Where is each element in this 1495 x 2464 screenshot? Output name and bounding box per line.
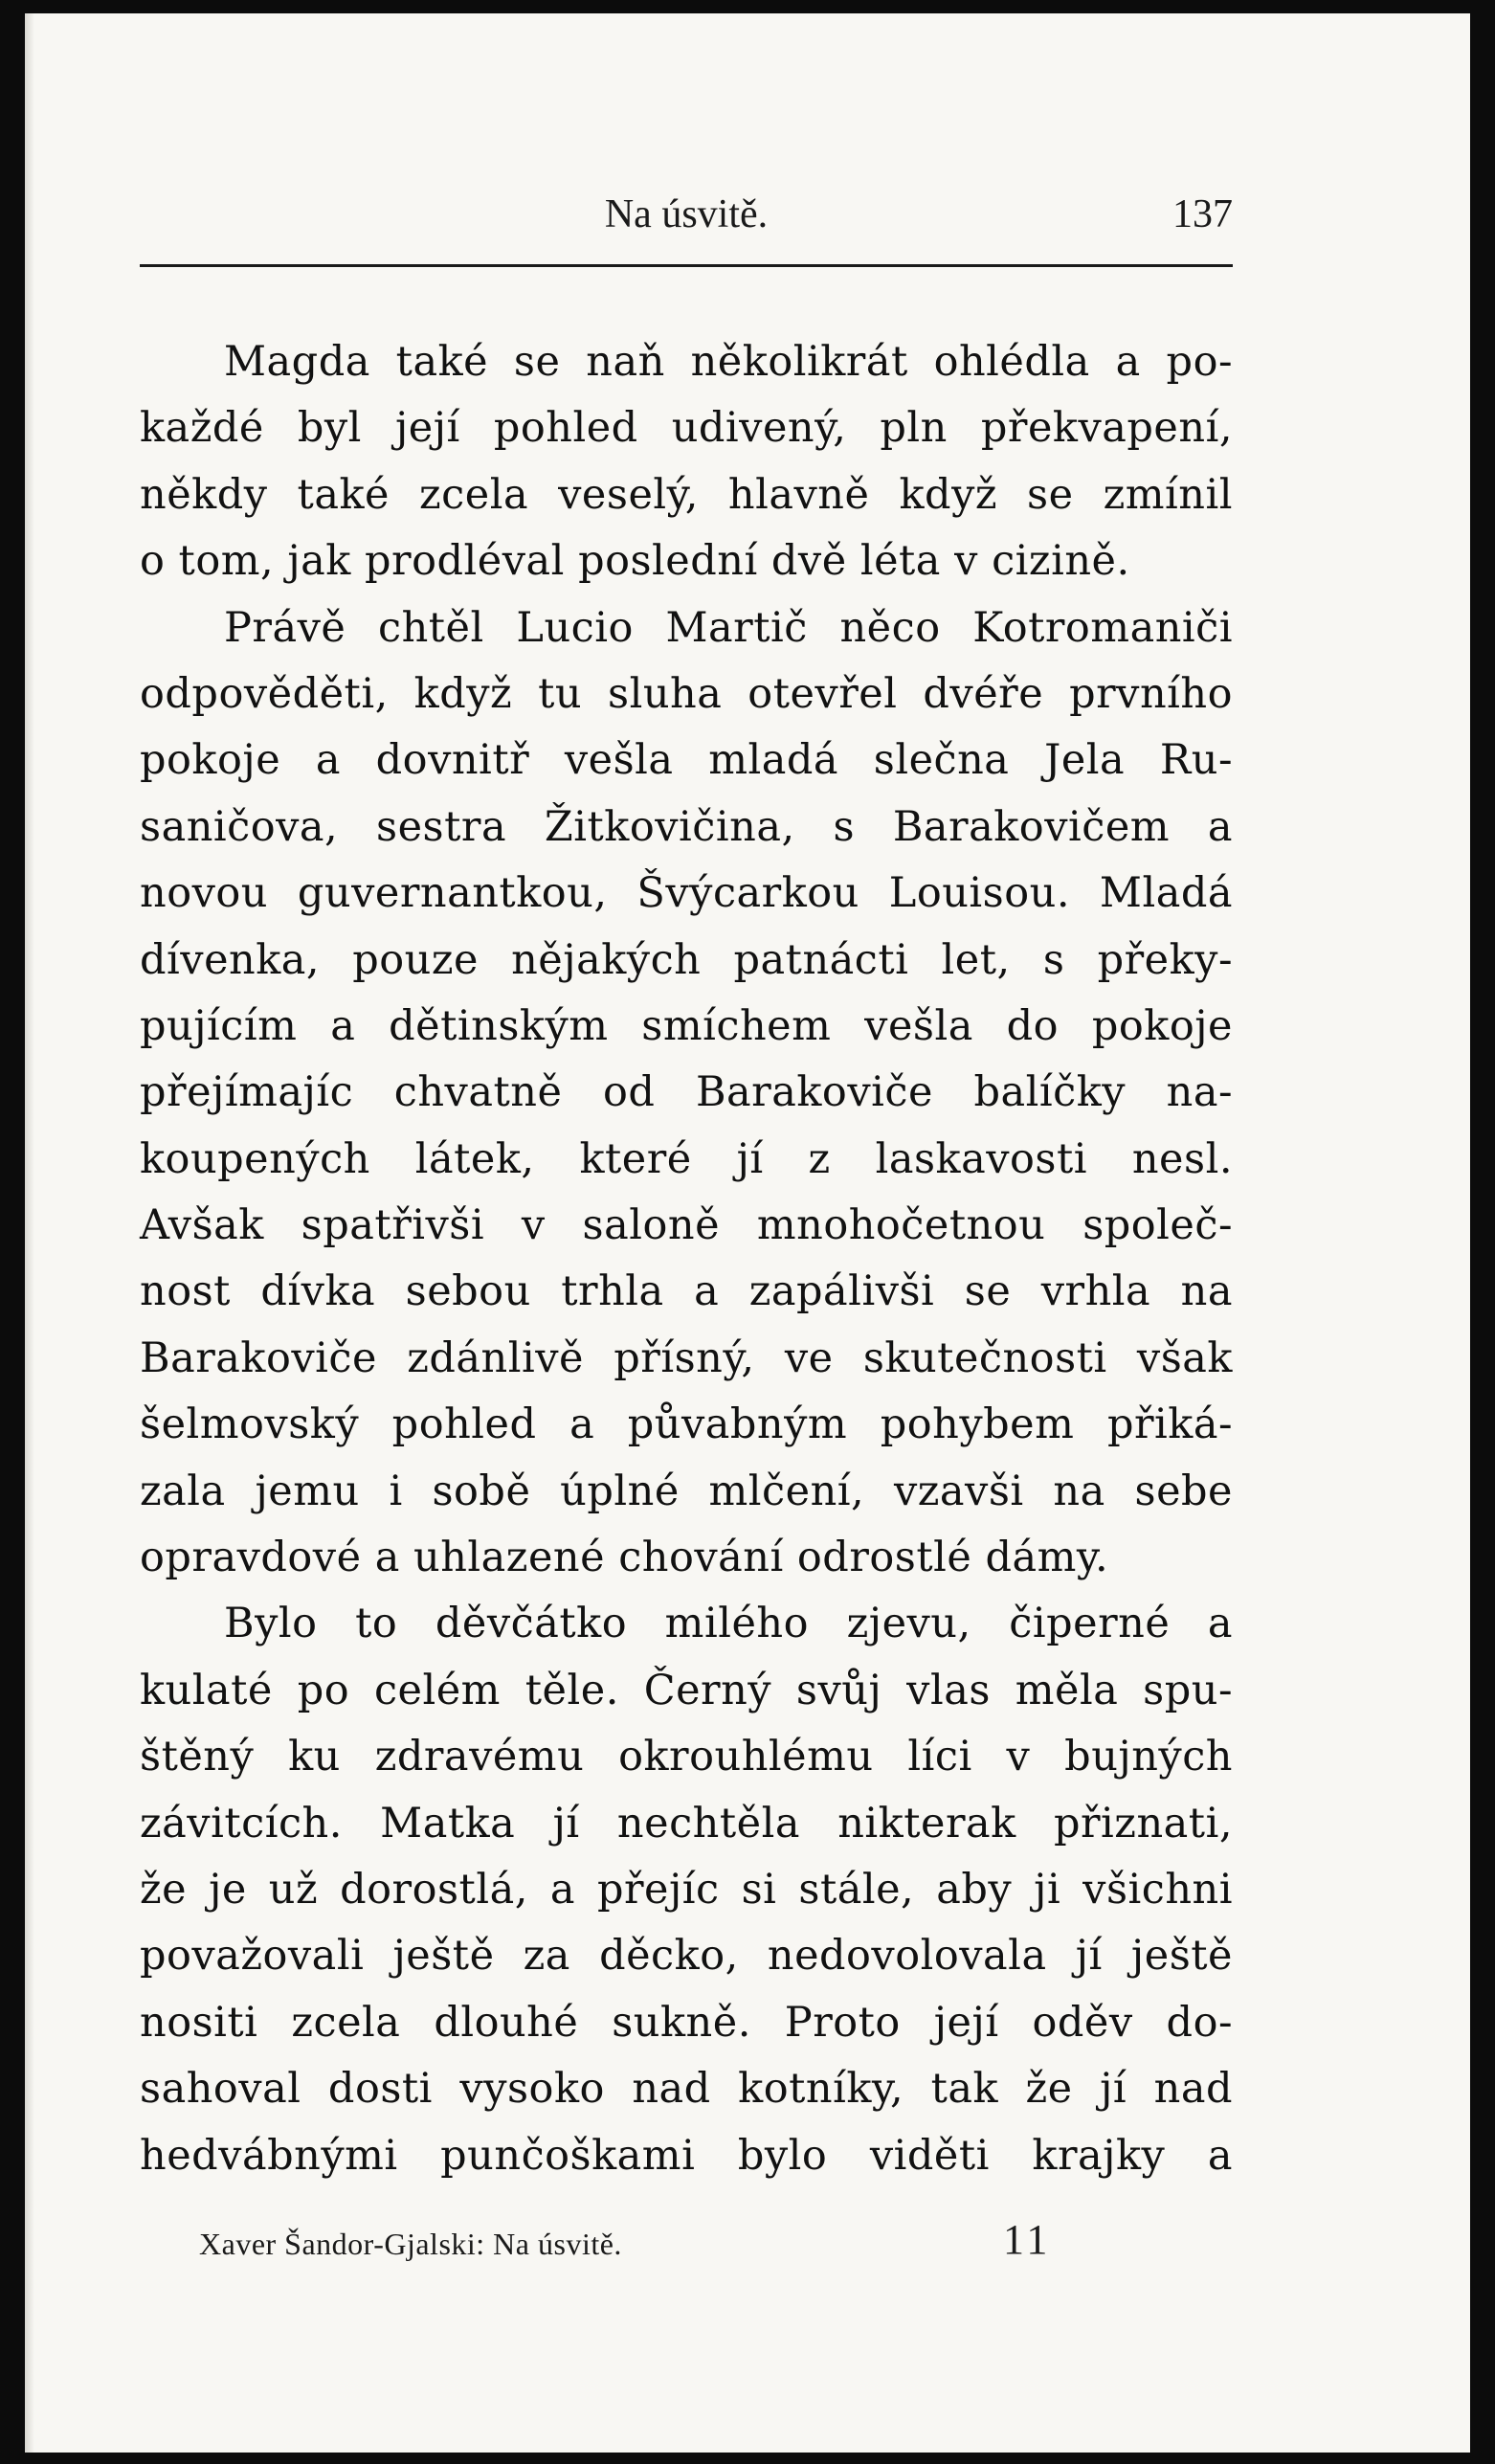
text-line: kulaté po celém těle. Černý svůj vlas měla spu- xyxy=(140,1666,1233,1714)
text-line: dívenka, pouze nějakých patnácti let, s překy- xyxy=(140,935,1233,984)
text-line: přejímajíc chvatně od Barakoviče balíčky na- xyxy=(140,1068,1233,1117)
text-line: že je už dorostlá, a přejíc si stále, aby ji všichni xyxy=(140,1865,1233,1914)
text-line: Bylo to děvčátko milého zjevu, čiperné a xyxy=(224,1600,1233,1648)
signature-mark: 11 xyxy=(1003,2216,1052,2263)
text-line: Magda také se naň několikrát ohlédla a po- xyxy=(224,338,1233,386)
text-line: nost dívka sebou trhla a zapálivši se vrhla na xyxy=(140,1267,1233,1316)
text-line: Avšak spatřivši v saloně mnohočetnou společ- xyxy=(140,1201,1233,1250)
text-line: považovali ještě za děcko, nedovolovala jí ještě xyxy=(140,1932,1233,1981)
text-line: zala jemu i sobě úplné mlčení, vzavši na sebe xyxy=(140,1467,1233,1515)
text-line: šelmovský pohled a půvabným pohybem přiká- xyxy=(140,1400,1233,1449)
text-line: Barakoviče zdánlivě přísný, ve skutečnosti však xyxy=(140,1333,1233,1382)
text-line: sahoval dosti vysoko nad kotníky, tak že jí nad xyxy=(140,2065,1233,2114)
running-title: Na úsvitě. xyxy=(604,192,769,236)
text-line: štěný ku zdravému okrouhlému líci v bujných xyxy=(140,1733,1233,1781)
text-line: závitcích. Matka jí nechtěla nikterak přiznati, xyxy=(140,1799,1233,1848)
text-line: o tom, jak prodléval poslední dvě léta v cizině. xyxy=(140,537,1130,586)
page-edge-shadow xyxy=(25,13,34,2453)
book-page xyxy=(25,13,1470,2453)
text-line: Právě chtěl Lucio Martič něco Kotromaniči xyxy=(224,603,1233,652)
body-text xyxy=(140,329,1233,2189)
running-head xyxy=(140,182,1233,249)
text-line: novou guvernantkou, Švýcarkou Louisou. Mladá xyxy=(140,869,1233,918)
text-line: saničova, sestra Žitkovičina, s Barakovičem a xyxy=(140,802,1233,851)
text-line: hedvábnými punčoškami bylo viděti krajky a xyxy=(140,2131,1233,2180)
text-line: pujícím a dětinským smíchem vešla do pokoje xyxy=(140,1001,1233,1050)
page-number: 137 xyxy=(1172,192,1233,236)
text-line: odpověděti, když tu sluha otevřel dvéře prvního xyxy=(140,669,1233,718)
text-line: někdy také zcela veselý, hlavně když se zmínil xyxy=(140,470,1233,519)
text-line: každé byl její pohled udivený, pln překvapení, xyxy=(140,404,1233,453)
header-rule xyxy=(140,264,1233,267)
text-line: pokoje a dovnitř vešla mladá slečna Jela Ru- xyxy=(140,736,1233,785)
page-footer xyxy=(199,2213,1089,2271)
footer-credit: Xaver Šandor-Gjalski: Na úsvitě. xyxy=(199,2227,622,2261)
text-line: koupených látek, které jí z laskavosti nesl. xyxy=(140,1134,1233,1183)
text-line: nositi zcela dlouhé sukně. Proto její oděv do- xyxy=(140,1998,1233,2047)
text-line: opravdové a uhlazené chování odrostlé dámy. xyxy=(140,1534,1109,1582)
